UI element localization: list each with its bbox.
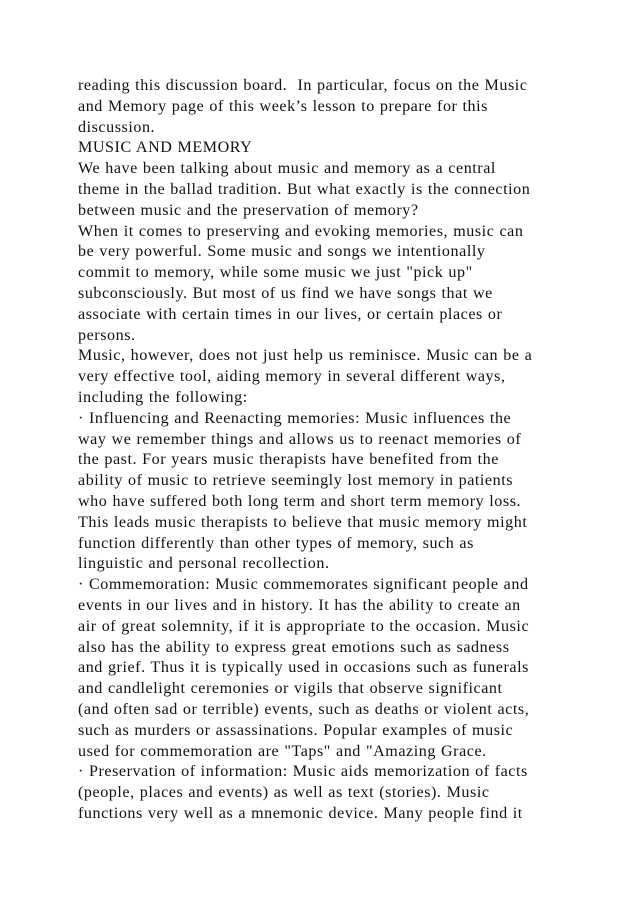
text-line: used for commemoration are "Taps" and "Amazing Grace. bbox=[78, 742, 487, 760]
text-line: reading this discussion board. In particular, focus on the Music bbox=[78, 77, 528, 94]
text-line: be very powerful. Some music and songs we intentionally bbox=[78, 243, 486, 261]
text-line: and candlelight ceremonies or vigils that observe significant bbox=[78, 680, 503, 698]
text-line: theme in the ballad tradition. But what exactly is the connection bbox=[78, 180, 531, 198]
text-line: the past. For years music therapists have benefited from the bbox=[78, 451, 499, 469]
text-line: commit to memory, while some music we just "pick up" bbox=[78, 264, 473, 282]
text-line: functions very well as a mnemonic device. Many people find it bbox=[78, 804, 523, 822]
text-line: such as murders or assassinations. Popular examples of music bbox=[78, 721, 514, 739]
text-line: When it comes to preserving and evoking memories, music can bbox=[78, 222, 524, 240]
text-line: ability of music to retrieve seemingly lost memory in patients bbox=[78, 472, 514, 490]
text-line: associate with certain times in our lives, or certain places or bbox=[78, 305, 503, 323]
text-line: who have suffered both long term and short term memory loss. bbox=[78, 492, 522, 510]
text-line: persons. bbox=[78, 326, 136, 344]
text-line: events in our lives and in history. It has the ability to create an bbox=[78, 596, 521, 614]
text-line: (people, places and events) as well as text (stories). Music bbox=[78, 784, 490, 802]
text-line: function differently than other types of memory, such as bbox=[78, 534, 474, 552]
text-line: Music, however, does not just help us reminisce. Music can be a bbox=[78, 347, 533, 365]
bullet-line: · Influencing and Reenacting memories: Music influences the bbox=[78, 409, 512, 427]
text-line: air of great solemnity, if it is appropriate to the occasion. Music bbox=[78, 617, 530, 635]
section-heading: MUSIC AND MEMORY bbox=[78, 139, 253, 157]
text-line: We have been talking about music and memory as a central bbox=[78, 160, 496, 178]
text-line: discussion. bbox=[78, 118, 156, 136]
text-line: linguistic and personal recollection. bbox=[78, 555, 330, 573]
text-line: This leads music therapists to believe that music memory might bbox=[78, 513, 528, 531]
document-body-text bbox=[78, 76, 568, 825]
text-line: very effective tool, aiding memory in several different ways, bbox=[78, 368, 506, 386]
text-line: including the following: bbox=[78, 388, 248, 406]
text-line: and grief. Thus it is typically used in occasions such as funerals bbox=[78, 659, 529, 677]
bullet-line: · Preservation of information: Music aids memorization of facts bbox=[78, 763, 528, 781]
text-line: and Memory page of this week’s lesson to prepare for this bbox=[78, 97, 488, 115]
text-line: (and often sad or terrible) events, such as deaths or violent acts, bbox=[78, 700, 530, 718]
text-line: way we remember things and allows us to reenact memories of bbox=[78, 430, 522, 448]
bullet-line: · Commemoration: Music commemorates significant people and bbox=[78, 576, 529, 594]
text-line: subconsciously. But most of us find we have songs that we bbox=[78, 284, 493, 302]
text-line: also has the ability to express great emotions such as sadness bbox=[78, 638, 510, 656]
text-line: between music and the preservation of memory? bbox=[78, 201, 419, 219]
